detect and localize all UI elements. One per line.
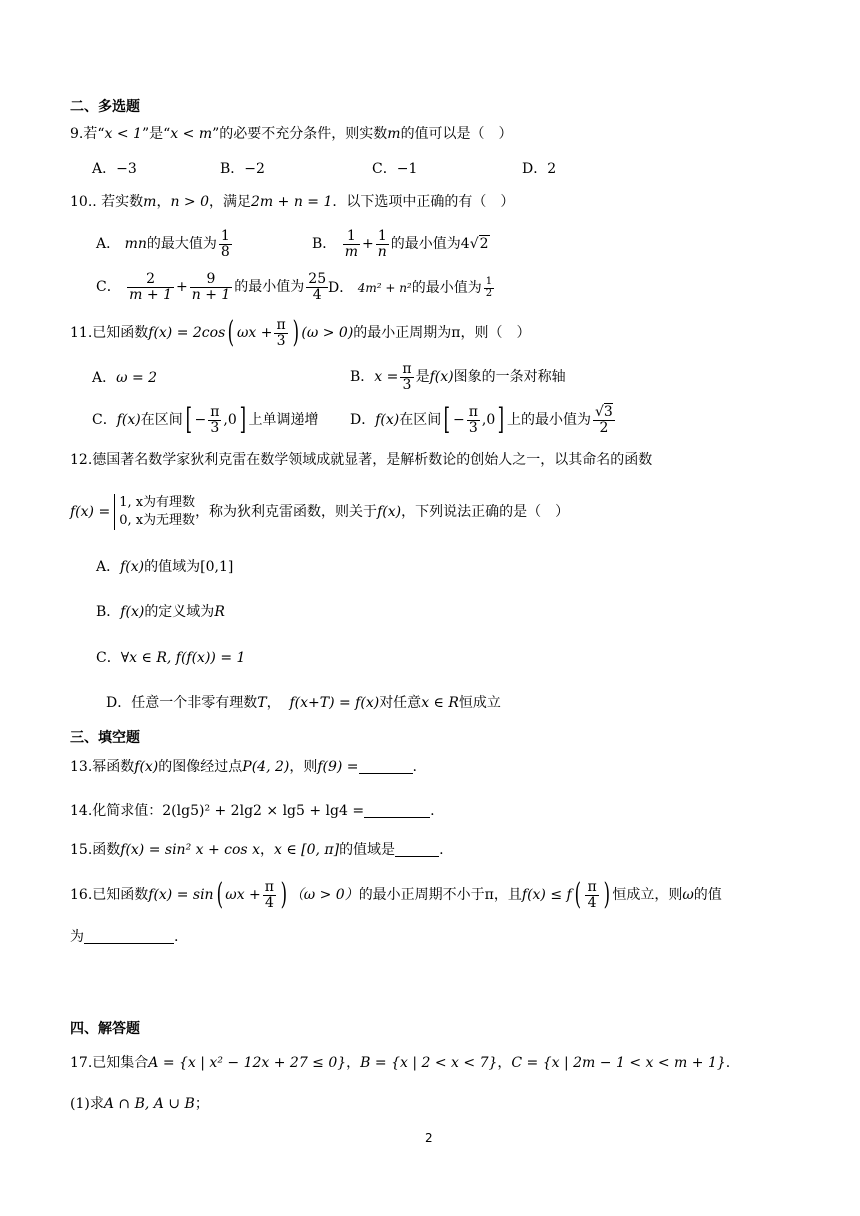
q9-text: 若“ (83, 126, 105, 142)
fraction (484, 277, 494, 299)
q16-text: 已知函数 (92, 887, 149, 904)
q12-option-b (96, 605, 225, 619)
numerator: 1 (485, 276, 493, 287)
q9-option-c: C．−1 (372, 161, 418, 177)
numerator: 2 (127, 272, 174, 288)
fraction (263, 880, 276, 910)
q13-target: f(9) = (317, 759, 359, 775)
q10-option-a (96, 229, 234, 259)
q9-option-b: B．−2 (220, 161, 265, 177)
q12-option-d (106, 696, 501, 710)
q9-option-d: D．2 (522, 161, 557, 177)
piecewise-cases (114, 494, 195, 530)
numerator: 1 (376, 229, 389, 245)
q17-part1 (70, 1097, 209, 1111)
q16-text: 的最小正周期不小于π，且 (358, 887, 522, 904)
q10-number: 10. (70, 194, 93, 210)
q12-option-a (96, 560, 233, 574)
q11-c-text: 上单调递增 (248, 412, 319, 429)
q10-stem (70, 195, 514, 209)
option-label: D． (350, 412, 376, 429)
q11-func: f(x) = 2cos (148, 325, 226, 342)
denominator: 4 (264, 894, 274, 911)
q10-b-text: 的最小值为 (390, 236, 461, 253)
paren-left: ( (216, 877, 223, 913)
q12-d-sep: ， (266, 695, 281, 711)
q11-a-expr: ω = 2 (116, 370, 158, 386)
section-multi-choice: 二、多选题 (70, 99, 140, 115)
option-label: C． (96, 650, 121, 666)
q16-func: f(x) = sin (148, 887, 214, 904)
bracket-left: [ (443, 402, 451, 438)
q16-arg: ωx + (225, 887, 261, 904)
q15-text: 的值域是 (339, 842, 396, 858)
q11-d-text: 上的最小值为 (506, 412, 591, 429)
q17-sep: ， (346, 1055, 361, 1071)
q16-text: 为 (70, 929, 84, 945)
q13-stem (70, 759, 417, 774)
q10-cond: n > 0 (170, 194, 210, 210)
q12-d-expr: f(x+T) = f(x) (289, 695, 380, 711)
q10-option-c: C． $\frac{2}{m + 1}$ + $\frac{9}{n + 1}$ 的最小值为 $\frac{25}{4}$ (96, 271, 327, 303)
q11-stem (70, 315, 531, 351)
paren-left: ( (574, 877, 581, 913)
q16-ineq: f(x) ≤ f (521, 887, 572, 904)
denominator: 2 (599, 419, 609, 436)
option-label: D． (328, 280, 354, 296)
q16-omega: ω (682, 887, 694, 904)
case-1: 1, x为有理数 (119, 495, 196, 510)
q14-text: 化简求值： (92, 803, 163, 819)
numerator: π (402, 361, 412, 377)
radicand: 2 (479, 236, 489, 253)
q10-text: ， (156, 194, 171, 210)
q16-cond: （ω > 0） (289, 887, 359, 904)
q10-a-text: 的最大值为 (146, 236, 217, 253)
numerator: 1 (343, 229, 360, 245)
denominator: m (344, 243, 359, 260)
q17-end: . (725, 1055, 731, 1071)
q9-text: 的值可以是（ ） (400, 126, 513, 142)
q11-d-text: 在区间 (399, 412, 442, 429)
numerator: π (264, 879, 274, 895)
q14-end: . (430, 803, 435, 819)
q9-option-a: A．−3 (92, 161, 137, 177)
numerator: π (587, 879, 597, 895)
q11-text: 已知函数 (92, 325, 149, 342)
q12-d-text: D．任意一个非零有理数 (106, 695, 258, 711)
q12-stem (70, 453, 652, 467)
denominator: 3 (468, 419, 478, 436)
q12-c-expr: ∀x ∈ R, f(f(x)) = 1 (120, 650, 246, 666)
q10-b-coef: 4 (460, 236, 470, 253)
q10-eq: 2m + n = 1 (251, 194, 333, 210)
fraction (343, 229, 360, 259)
q11-option-b (350, 362, 566, 392)
q17-part1-label: (1)求 (70, 1096, 104, 1112)
q17-text: 已知集合 (92, 1055, 149, 1071)
q11-option-a (92, 371, 157, 385)
q15-stem (70, 842, 444, 857)
fraction (400, 362, 413, 392)
numerator: √3 (594, 404, 613, 420)
q12-d-text: 对任意 (379, 695, 422, 711)
numerator: 9 (190, 272, 233, 288)
fraction (208, 405, 221, 435)
q14-number: 14. (70, 803, 93, 819)
q13-end: . (412, 759, 417, 775)
q13-text: 幂函数 (92, 759, 135, 775)
q11-b-func: f(x) (429, 369, 454, 386)
q12-stem-line2 (70, 494, 569, 530)
q15-number: 15. (70, 842, 93, 858)
q12-func2: f(x) (377, 504, 402, 521)
answer-blank[interactable] (364, 803, 430, 818)
q17-set-c: C = {x | 2m − 1 < x < m + 1} (511, 1055, 726, 1071)
q11-b-text: 图象的一条对称轴 (453, 369, 566, 386)
q16-number: 16. (70, 887, 93, 904)
q10-text: ．以下选项中正确的有（ ） (332, 194, 515, 210)
denominator: n + 1 (191, 286, 231, 303)
q11-number: 11. (70, 325, 93, 342)
interval-end: ,0 (481, 412, 496, 429)
answer-blank[interactable] (84, 929, 174, 944)
q12-text: 德国著名数学家狄利克雷在数学领域成就显著，是解析数论的创始人之一，以其命名的函数 (92, 452, 653, 468)
q17-part1-end: ； (194, 1096, 209, 1112)
denominator: 3 (276, 332, 286, 349)
denominator: 8 (220, 243, 230, 260)
q15-expr: f(x) = sin² x + cos x (120, 842, 260, 858)
q12-text: ，称为狄利克雷函数，则关于 (195, 504, 378, 521)
q11-arg: ωx + (236, 325, 273, 342)
option-label: C． (92, 412, 117, 429)
numerator: 25 (308, 271, 327, 287)
q10-text: . 若实数 (92, 194, 144, 210)
q9-var: m (387, 126, 401, 142)
q11-option-c: C．f(x)在区间[ − $\frac{\pi}{3}$ ,0] 上单调递增 (92, 402, 319, 438)
option-label: B． (312, 236, 337, 253)
denominator: 4 (587, 894, 597, 911)
option-label: A． (96, 236, 121, 253)
q12-text: ，下列说法正确的是（ ） (401, 504, 570, 521)
option-label: A． (92, 370, 117, 386)
numerator: 1 (220, 228, 230, 244)
q10-option-b: B． $\frac{1}{m}$ + $\frac{1}{n}$ 的最小值为4√2 (312, 228, 489, 260)
option-label: A． (96, 559, 121, 575)
q12-d-var: T (257, 695, 267, 711)
q9-cond2: x < m (170, 126, 213, 142)
q17-number: 17. (70, 1055, 93, 1071)
interval-end: ,0 (223, 412, 237, 429)
q12-b-set: R (214, 604, 225, 620)
q12-a-set: [0,1] (200, 559, 234, 575)
denominator: 3 (210, 419, 220, 436)
q10-d-text: 的最小值为 (411, 280, 482, 296)
fraction (127, 272, 174, 302)
q13-func: f(x) (134, 759, 159, 775)
q11-d-func: f(x) (375, 412, 400, 429)
numerator: π (468, 404, 478, 420)
q15-domain: x ∈ [0, π] (273, 842, 340, 858)
bracket-left: [ (185, 402, 192, 438)
denominator: n (377, 243, 387, 260)
q16-stem-line2 (70, 929, 178, 944)
denominator: 2 (485, 287, 493, 299)
q10-option-d (328, 277, 496, 299)
page-number: 2 (425, 1131, 433, 1145)
option-label: B． (350, 369, 375, 386)
radicand: 3 (603, 404, 613, 420)
paren-right: ) (280, 877, 288, 913)
q10-var: m (143, 194, 157, 210)
q17-part1-expr: A ∩ B, A ∪ B (103, 1096, 195, 1112)
q12-a-text: 的值域为 (144, 559, 201, 575)
fraction (376, 229, 389, 259)
q15-end: . (439, 842, 444, 858)
q11-c-text: 在区间 (140, 412, 183, 429)
q11-b-expr: x = (374, 369, 399, 386)
numerator: π (210, 404, 220, 420)
section-fill-in: 三、填空题 (70, 730, 140, 746)
q16-text: 恒成立，则 (612, 887, 683, 904)
fraction (306, 272, 328, 302)
q15-sep: ， (259, 842, 274, 858)
numerator: π (276, 317, 286, 333)
paren-right: ) (603, 877, 610, 913)
q16-stem (70, 877, 722, 913)
q13-text: 的图像经过点 (158, 759, 243, 775)
denominator: 4 (312, 286, 322, 303)
q10-c-text: 的最小值为 (234, 279, 305, 296)
q12-d-text: 恒成立 (458, 695, 501, 711)
fraction (593, 405, 615, 435)
q13-number: 13. (70, 759, 93, 775)
q9-text: ”的必要不充分条件，则实数 (212, 126, 388, 142)
q12-func: f(x) = (70, 504, 111, 521)
q16-text: 的值 (693, 887, 722, 904)
answer-blank[interactable] (395, 842, 439, 857)
q11-text: 的最小正周期为π，则（ ） (353, 325, 531, 342)
q13-text: ，则 (289, 759, 318, 775)
q12-b-func: f(x) (120, 604, 145, 620)
paren-left: ( (227, 315, 235, 351)
q11-c-func: f(x) (116, 412, 141, 429)
fraction (585, 880, 598, 910)
case-2: 0, x为无理数 (119, 513, 196, 529)
q11-cond: (ω > 0) (301, 325, 354, 342)
q9-number: 9. (70, 126, 84, 142)
q12-d-cond: x ∈ R (421, 695, 459, 711)
q14-stem (70, 803, 435, 818)
q12-number: 12. (70, 452, 93, 468)
q13-point: P(4, 2) (242, 759, 290, 775)
sqrt: √2 (469, 236, 489, 253)
paren-right: ) (292, 315, 299, 351)
fraction (274, 318, 287, 348)
fraction (467, 405, 480, 435)
q12-b-text: 的定义域为 (144, 604, 215, 620)
answer-blank[interactable] (359, 759, 413, 774)
q15-text: 函数 (92, 842, 121, 858)
q12-option-c (96, 651, 245, 665)
option-label: C． (96, 279, 121, 296)
q11-option-d: D．f(x)在区间[ − $\frac{\pi}{3}$ ,0] 上的最小值为 $\frac{√3}{2}$ (350, 402, 613, 438)
q17-stem (70, 1056, 730, 1070)
q10-text: ，满足 (209, 194, 252, 210)
section-solve: 四、解答题 (70, 1021, 140, 1037)
q9-stem (70, 127, 513, 141)
fraction (219, 229, 232, 259)
fraction (190, 272, 233, 302)
q10-a-expr: mn (124, 236, 147, 253)
q17-sep: ， (497, 1055, 512, 1071)
q17-set-b: B = {x | 2 < x < 7} (360, 1055, 498, 1071)
bracket-right: ] (497, 402, 505, 438)
option-label: B． (96, 604, 121, 620)
q17-set-a: A = {x | x² − 12x + 27 ≤ 0} (148, 1055, 347, 1071)
q14-expr: 2(lg5)² + 2lg2 × lg5 + lg4 = (162, 803, 365, 819)
denominator: m + 1 (129, 286, 172, 303)
q9-cond1: x < 1 (104, 126, 142, 142)
bracket-right: ] (239, 402, 246, 438)
q9-text: ”是“ (141, 126, 171, 142)
denominator: 3 (402, 376, 412, 393)
q10-d-expr: 4m² + n² (357, 281, 412, 295)
q12-a-func: f(x) (120, 559, 145, 575)
q11-b-text: 是 (415, 369, 430, 386)
q16-end: . (174, 929, 179, 945)
